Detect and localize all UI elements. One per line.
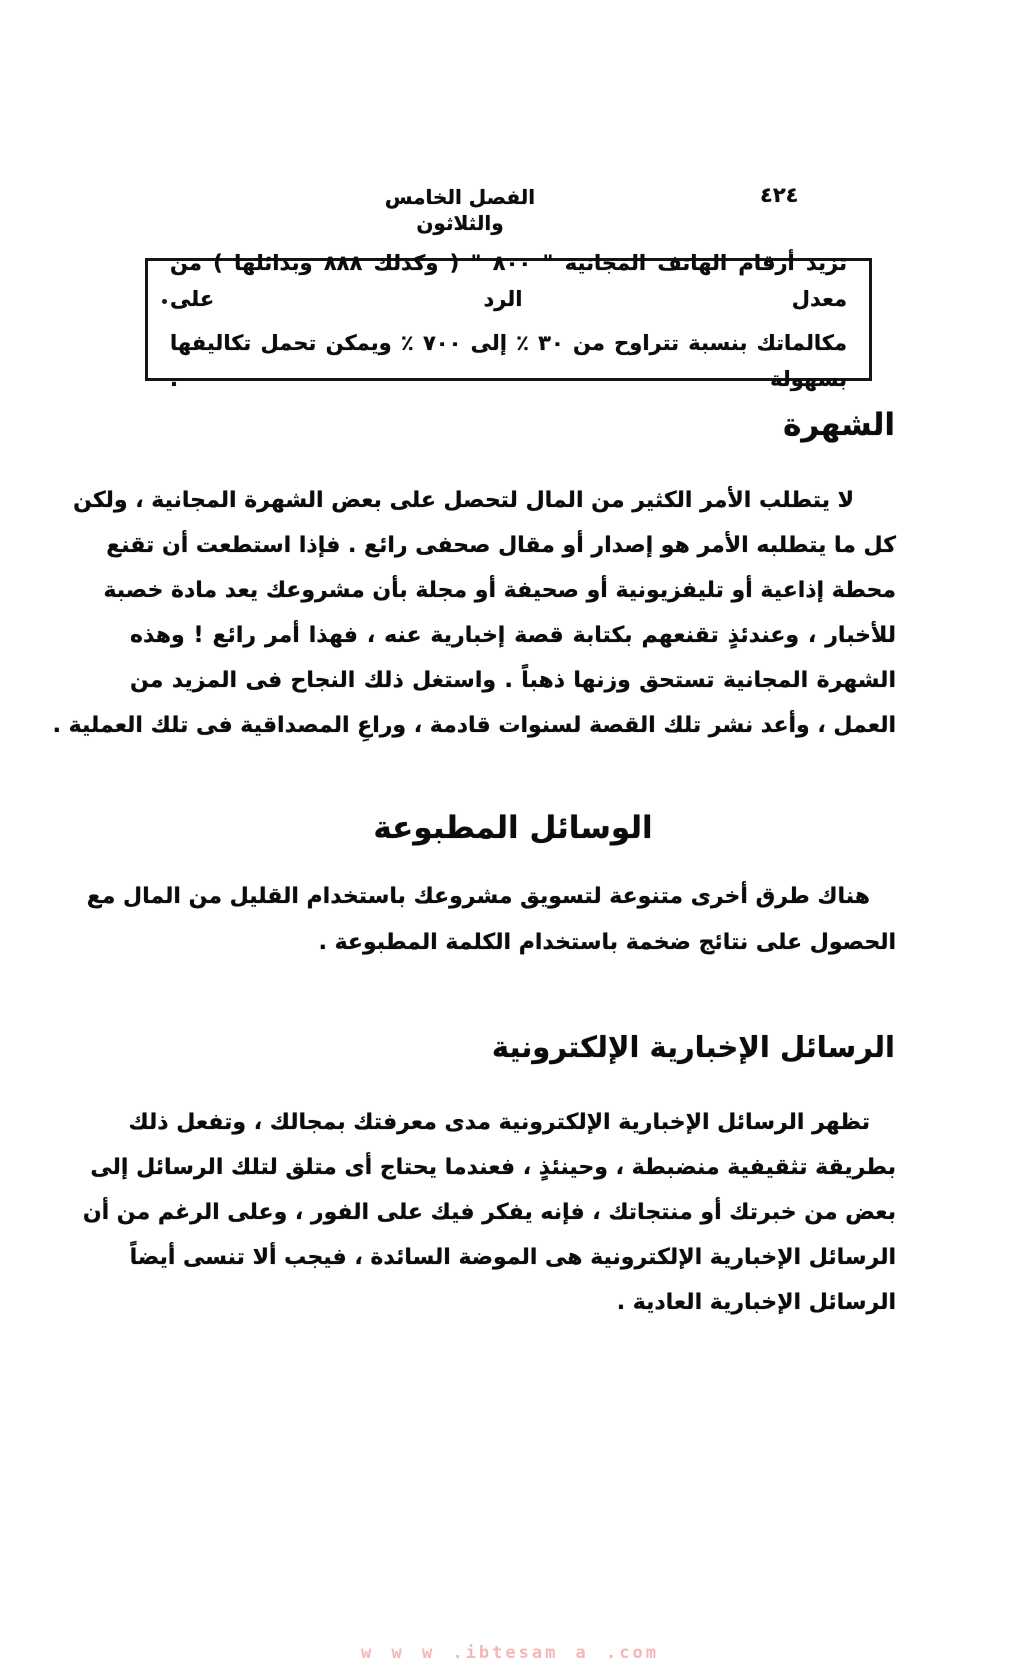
paragraph-printed-media (86, 874, 896, 966)
paragraph-line: لا يتطلب الأمر الكثير من المال لتحصل على بعض الشهرة المجانية ، ولكن (73, 488, 854, 513)
paragraph-line: الرسائل الإخبارية العادية . (616, 1290, 896, 1315)
paragraph-line: العمل ، وأعد نشر تلك القصة لسنوات قادمة ، وراعِ المصداقية فى تلك العملية . (52, 713, 896, 738)
callout-box (145, 250, 872, 391)
section-heading-printed-media: الوسائل المطبوعة (373, 810, 653, 846)
paragraph-line: للأخبار ، وعندئذٍ تقنعهم بكتابة قصة إخبارية عنه ، فهذا أمر رائع ! وهذه (130, 623, 896, 648)
page-number: ٤٢٤ (760, 183, 799, 207)
paragraph-line: هناك طرق أخرى متنوعة لتسويق مشروعك باستخدام القليل من المال مع (86, 884, 870, 909)
scan-speck (162, 299, 167, 304)
paragraph-fame (52, 478, 896, 748)
paragraph-line: تظهر الرسائل الإخبارية الإلكترونية مدى معرفتك بمجالك ، وتفعل ذلك (128, 1110, 870, 1135)
paragraph-e-newsletters (82, 1100, 896, 1325)
paragraph-line: الرسائل الإخبارية الإلكترونية هى الموضة السائدة ، فيجب ألا تنسى أيضاً (129, 1245, 896, 1270)
site-watermark: w w w .ibtesam a .com (361, 1643, 659, 1663)
callout-line: مكالماتك بنسبة تتراوح من ٣٠ ٪ إلى ٧٠٠ ٪ ويمكن تحمل تكاليفها بسهولة . (170, 330, 847, 391)
paragraph-line: بعض من خبرتك أو منتجاتك ، فإنه يفكر فيك على الفور ، وعلى الرغم من أن (82, 1200, 896, 1225)
paragraph-line: كل ما يتطلبه الأمر هو إصدار أو مقال صحفى رائع . فإذا استطعت أن تقنع (106, 533, 896, 558)
paragraph-line: الحصول على نتائج ضخمة باستخدام الكلمة المطبوعة . (318, 930, 896, 955)
paragraph-line: الشهرة المجانية تستحق وزنها ذهباً . واستغل ذلك النجاح فى المزيد من (130, 668, 896, 693)
paragraph-line: بطريقة تثقيفية منضبطة ، وحينئذٍ ، فعندما يحتاج أى متلق لتلك الرسائل إلى (90, 1155, 896, 1180)
section-heading-e-newsletters: الرسائل الإخبارية الإلكترونية (491, 1030, 895, 1064)
chapter-title: الفصل الخامس والثلاثون (384, 185, 536, 235)
paragraph-line: محطة إذاعية أو تليفزيونية أو صحيفة أو مجلة بأن مشروعك يعد مادة خصبة (103, 578, 896, 603)
callout-line: تزيد أرقام الهاتف المجانية " ٨٠٠ " ( وكذلك ٨٨٨ وبدائلها ) من معدل الرد على (170, 250, 847, 311)
section-heading-fame: الشهرة (783, 407, 895, 443)
